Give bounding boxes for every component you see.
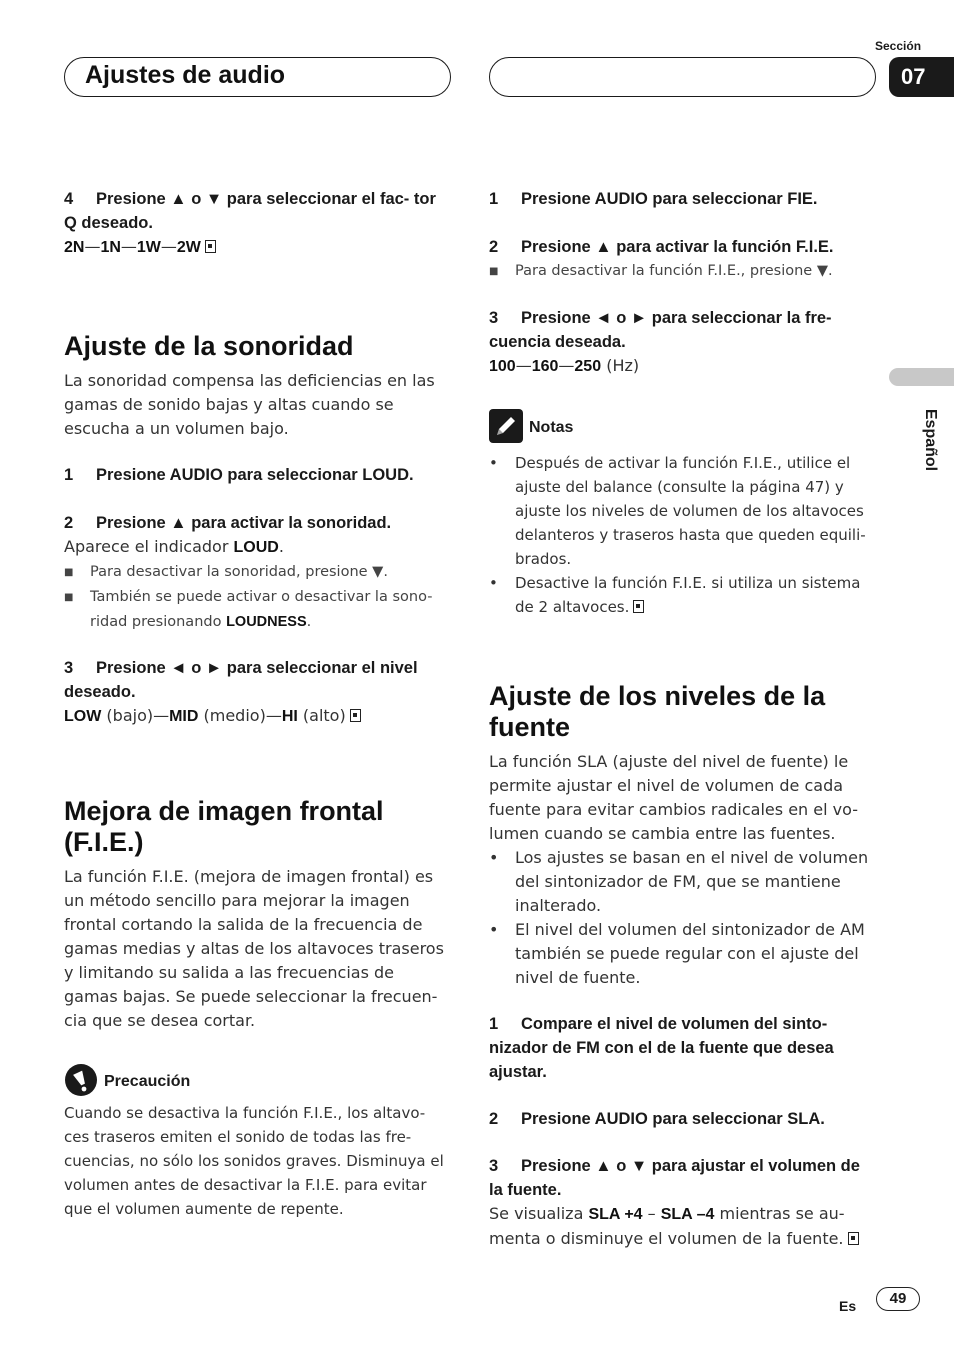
sla-step-2: 2 Presione AUDIO para seleccionar SLA. xyxy=(489,1110,825,1128)
caution-title: Precaución xyxy=(104,1073,191,1090)
square-bullet-icon: ■ xyxy=(64,567,74,578)
fie-heading: Mejora de imagen frontal (F.I.E.) xyxy=(64,796,384,857)
page-language-code: Es xyxy=(839,1298,857,1314)
note-item: • Desactive la función F.I.E. si utiliza un sistema de 2 altavoces. xyxy=(489,574,861,616)
sla-heading: Ajuste de los niveles de la fuente xyxy=(489,681,826,742)
language-label: Español xyxy=(922,408,939,472)
language-tab xyxy=(889,368,954,386)
sla-display-text: Se visualiza SLA +4 – SLA –4 mientras se au- menta o disminuye el volumen de la fuente. xyxy=(489,1202,877,1251)
sla-section xyxy=(489,681,877,1251)
end-mark-icon xyxy=(633,600,644,613)
page-number: 49 xyxy=(876,1287,920,1311)
loudness-section xyxy=(64,331,452,729)
section-number: 07 xyxy=(889,57,954,97)
fie-step-2: 2 Presione ▲ para activar la función F.I.E. xyxy=(489,238,834,256)
notes-header xyxy=(489,409,877,443)
square-bullet-icon: ■ xyxy=(64,592,74,603)
frequency-sequence: 100—160—250 (Hz) xyxy=(489,356,640,375)
sla-step-1: 1 Compare el nivel de volumen del sinto- nizador de FM con el de la fuente que desea ajustar. xyxy=(489,1015,834,1081)
right-header-pill xyxy=(489,57,876,97)
caution-header xyxy=(64,1063,452,1097)
fie-step-2-note: ■ Para desactivar la función F.I.E., presione ▼. xyxy=(489,259,877,284)
note-item: • Después de activar la función F.I.E., utilice el ajuste del balance (consulte la página 47) y ajuste los niveles de volumen de los altavoces delanteros y traseros hasta que queden equili- brados. xyxy=(489,454,866,568)
notes-icon xyxy=(489,409,523,447)
fie-steps xyxy=(489,187,877,619)
section-label: Sección xyxy=(875,39,922,53)
sla-step-3: 3 Presione ▲ o ▼ para ajustar el volumen de la fuente. xyxy=(489,1157,860,1199)
sla-intro: La función SLA (ajuste del nivel de fuente) le permite ajustar el nivel de volumen de cada fuente para evitar cambios radicales en el vo- lumen cuando se cambia entre las fuentes. xyxy=(489,752,858,843)
section-title: Ajustes de audio xyxy=(85,61,286,89)
loudness-step-2: 2 Presione ▲ para activar la sonoridad. xyxy=(64,514,392,532)
end-mark-icon xyxy=(848,1232,859,1245)
loudness-step-1: 1 Presione AUDIO para seleccionar LOUD. xyxy=(64,466,414,484)
fie-step-3: 3 Presione ◄ o ► para seleccionar la fre- cuencia deseada. xyxy=(489,309,832,351)
q-factor-sequence: 2N—1N—1W—2W xyxy=(64,235,452,260)
caution-icon xyxy=(64,1063,98,1101)
square-bullet-icon: ■ xyxy=(489,266,499,277)
fie-step-1: 1 Presione AUDIO para seleccionar FIE. xyxy=(489,190,818,208)
loudness-note-2: ■ También se puede activar o desactivar la sono- ridad presionando LOUDNESS. xyxy=(64,585,452,634)
loudness-intro: La sonoridad compensa las deficiencias en las gamas de sonido bajas y altas cuando se escucha a un volumen bajo. xyxy=(64,371,435,438)
left-column xyxy=(64,187,452,260)
section-title-pill xyxy=(64,57,451,97)
caution-text: Cuando se desactiva la función F.I.E., los altavo- ces traseros emiten el sonido de todas las fre- cuencias, no sólo los sonidos graves. Disminuya el volumen antes de desactivar la F.I.E. para evitar que el volumen aumente de repente. xyxy=(64,1104,444,1218)
loudness-indicator-text: Aparece el indicador LOUD. xyxy=(64,537,284,556)
notes-title: Notas xyxy=(529,419,574,436)
fie-section xyxy=(64,796,452,1221)
end-mark-icon xyxy=(205,240,216,253)
loudness-heading: Ajuste de la sonoridad xyxy=(64,331,354,361)
loudness-note-1: ■ Para desactivar la sonoridad, presione ▼. xyxy=(64,560,452,585)
fie-intro: La función F.I.E. (mejora de imagen frontal) es un método sencillo para mejorar la imagen frontal cortando la salida de la frecuencia de gamas medias y altas de los altavoces traseros y limitando su salida a las frecuencias de gamas bajas. Se puede seleccionar la frecuen- cia que se desea cortar. xyxy=(64,867,444,1030)
end-mark-icon xyxy=(350,709,361,722)
loudness-level-sequence: LOW (bajo)—MID (medio)—HI (alto) xyxy=(64,704,452,729)
sla-bullet: • Los ajustes se basan en el nivel de volumen del sintonizador de FM, que se mantiene inalterado. xyxy=(489,848,869,915)
step-4-factor-q: 4 Presione ▲ o ▼ para seleccionar el fac- tor Q deseado. xyxy=(64,190,436,232)
sla-bullet: • El nivel del volumen del sintonizador de AM también se puede regular con el ajuste del nivel de fuente. xyxy=(489,920,865,987)
loudness-step-3: 3 Presione ◄ o ► para seleccionar el nivel deseado. xyxy=(64,659,418,701)
